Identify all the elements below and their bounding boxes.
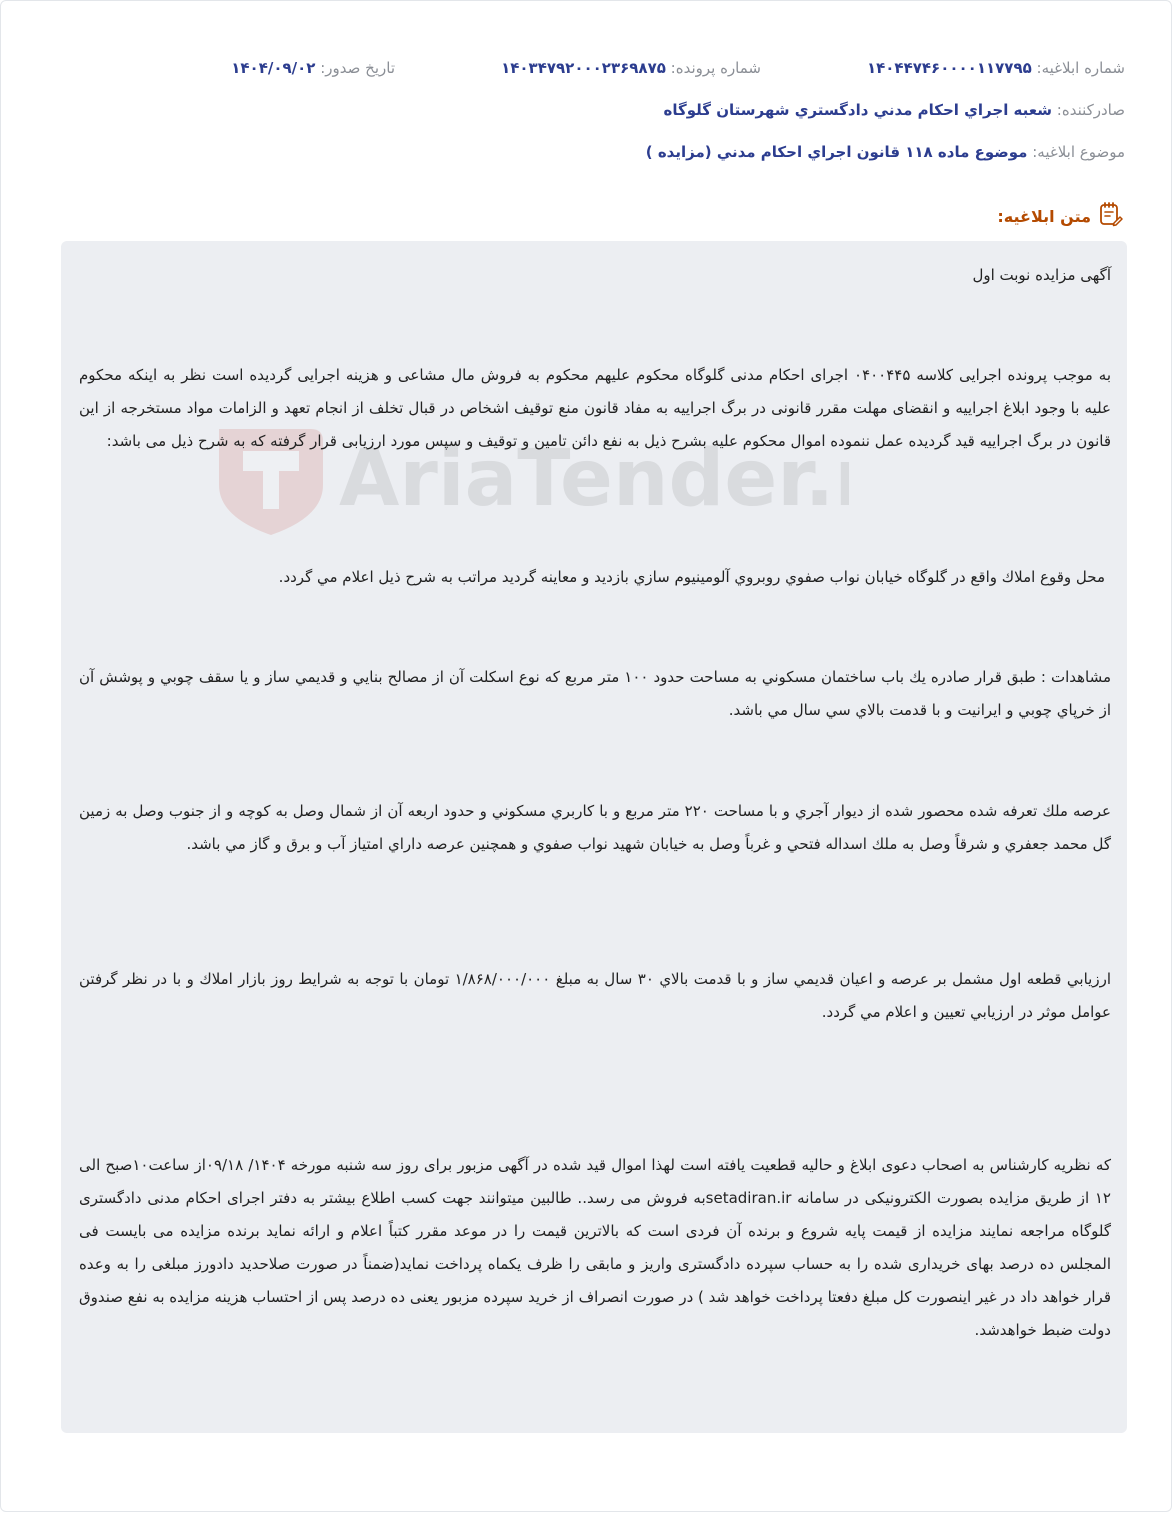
notice-paragraph: عرصه ملك تعرفه شده محصور شده از ديوار آجري و با مساحت ۲۲۰ متر مربع و با كاربري مسكوني و حدود اربعه آن از شمال وصل به كوچه و از جنوب وصل به زمين گل محمد جعفري و شرقاً وصل به ملك اسداله فتحي و غرباً وصل به خيابان شهيد نواب صفوي و همچنين عرصه داراي امتياز آب و برق و گاز مي باشد. xyxy=(79,802,1111,853)
issue-date-row xyxy=(231,59,395,77)
notice-number-row xyxy=(867,59,1125,77)
issue-date-value: ۱۴۰۴/۰۹/۰۲ xyxy=(231,59,316,77)
notice-content-box xyxy=(61,241,1127,1433)
notice-number-value: ۱۴۰۴۴۷۴۶۰۰۰۰۱۱۷۷۹۵ xyxy=(866,59,1032,77)
svg-text:AriaTender.net: AriaTender. xyxy=(339,434,835,524)
subject-label: موضوع ابلاغیه: xyxy=(1032,143,1125,161)
subject-row xyxy=(646,143,1125,161)
notice-text-heading xyxy=(997,201,1123,231)
notice-paragraph: مشاهدات : طبق قرار صادره يك باب ساختمان مسكوني به مساحت حدود ۱۰۰ متر مربع كه نوع اسكلت آن از مصالح بنايي و قديمي ساز و يا سقف چوبي و پوشش آن از خرپاي چوبي و ايرانيت و با قدمت بالاي سي سال مي باشد. xyxy=(79,668,1112,719)
notice-number-label: شماره ابلاغیه: xyxy=(1036,59,1125,77)
notice-paragraph-title: آگهی مزایده نوبت اول xyxy=(972,266,1111,284)
notice-paragraph: محل وقوع املاك واقع در گلوگاه خيابان نواب صفوي روبروي آلومينيوم سازي بازديد و معاينه گرديد مراتب به شرح ذيل اعلام مي گردد. xyxy=(278,568,1105,586)
issuer-value: شعبه اجراي احكام مدني دادگستري شهرستان گلوگاه xyxy=(663,101,1052,119)
section-title: متن ابلاغیه: xyxy=(997,206,1091,226)
issue-date-label: تاریخ صدور: xyxy=(320,59,395,77)
case-number-value: ۱۴۰۳۴۷۹۲۰۰۰۲۳۶۹۸۷۵ xyxy=(501,59,666,77)
subject-value: موضوع ماده ۱۱۸ قانون اجراي احكام مدني (مزايده ) xyxy=(645,143,1028,161)
case-number-label: شماره پرونده: xyxy=(670,59,761,77)
notice-paragraph: که نظریه کارشناس به اصحاب دعوی ابلاغ و حالیه قطعیت یافته است لهذا اموال قید شده در آگهی مزبور برای روز سه شنبه مورخه ۱۴۰۴/ ۰۹/۱۸از ساعت۱۰صبح الی ۱۲ از طریق مزایده بصورت الکترونیکی در سامانه setadiran.irبه فروش می رسد.. طالبین میتوانند جهت کسب اطلاع بیشتر به دفتر اجرای احکام مدنی دادگستری گلوگاه مراجعه نمایند مزایده از قیمت پایه شروع و برنده آن فردی است که بالاترین قیمت را در موعد مقرر کتباً اعلام و ارائه نماید برنده مزایده می بایست فی المجلس ده درصد بهای خریداری شده را به حساب سپرده دادگستری واریز و مابقی را ظرف یکماه پرداخت نماید(ضمناً در صورت صلاحدید دادورز مبلغی را به وعده قرار خواهد داد در غیر اینصورت کل مبلغ دفعتا پرداخت خواهد شد ) در صورت انصراف از خرید سپرده مزبور یعنی ده درصد پس از احتساب هزینه مزایده به نفع صندوق دولت ضبط خواهدشد. xyxy=(79,1156,1112,1339)
document-edit-icon xyxy=(1097,201,1123,231)
notice-paragraph: ارزيابي قطعه اول مشمل بر عرصه و اعيان قديمي ساز و با قدمت بالاي ۳۰ سال به مبلغ ۱/۸۶۸/۰۰۰/۰۰۰ تومان با توجه به شرايط روز بازار املاك و با در نظر گرفتن عوامل موثر در ارزيابي تعيين و اعلام مي گردد. xyxy=(79,970,1111,1021)
issuer-row xyxy=(664,101,1125,119)
case-number-row xyxy=(501,59,761,77)
notice-paragraph: به موجب پرونده اجرایی کلاسه ۰۴۰۰۴۴۵ اجرای احکام مدنی گلوگاه محکوم علیهم محکوم به فروش مال مشاعی و هزینه اجرایی گردیده است نظر به اینکه محکوم علیه با وجود ابلاغ اجراییه و انقضای مهلت مقرر قانونی در برگ اجراییه به مفاد قانون منع توقیف اشخاص در قبال تخلف از انجام تعهد و الزامات مواد مستخرجه از این قانون در برگ اجراییه قید گردیده عمل ننموده اموال محکوم علیه بشرح ذیل به نفع دائن تامین و توقیف و سپس مورد ارزیابی قرار گرفته که به شرح ذیل می باشد: xyxy=(79,366,1111,450)
issuer-label: صادرکننده: xyxy=(1056,101,1125,119)
